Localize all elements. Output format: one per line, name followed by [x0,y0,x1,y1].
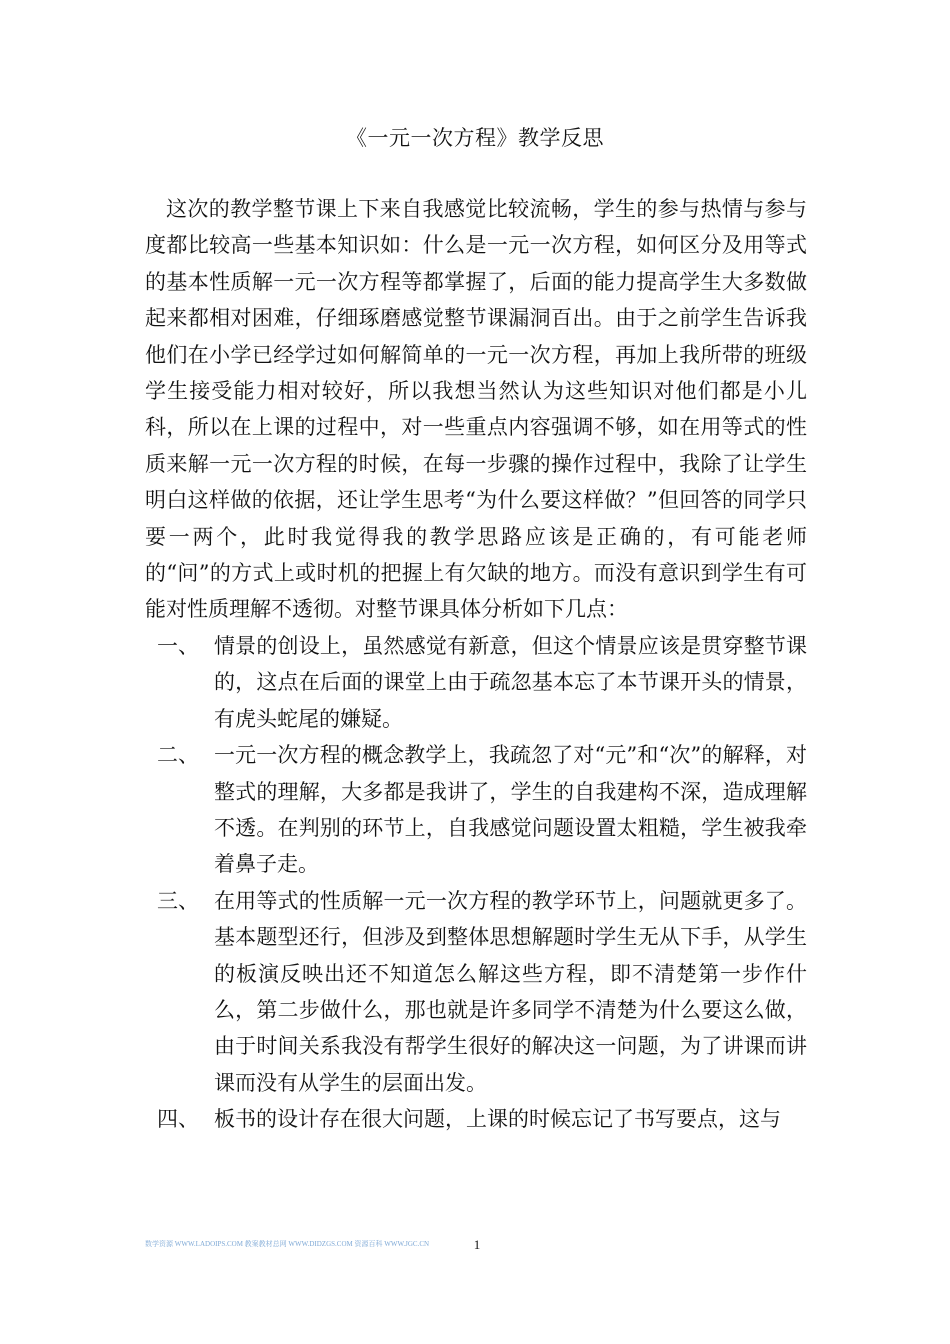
list-item [145,883,807,1101]
list-item-text: 情景的创设上，虽然感觉有新意，但这个情景应该是贯穿整节课的，这点在后面的课堂上由于疏忽基本忘了本节课开头的情景，有虎头蛇尾的嫌疑。 [214,633,807,731]
list-item-text: 一元一次方程的概念教学上，我疏忽了对“元”和“次”的解释，对整式的理解，大多都是我讲了，学生的自我建构不深，造成理解不透。在判别的环节上，自我感觉问题设置太粗糙，学生被我牵着鼻子走。 [214,743,807,877]
list-item-number: 一、 [157,633,199,658]
list-item [145,737,807,883]
page-number: 1 [473,1237,481,1252]
footer-links[interactable]: 数学资源 WWW.LADOIPS.COM 教案教材总网 WWW.DIDZGS.COM 资源百科 WWW.JGC.CN [145,1240,430,1248]
list-item [145,1101,807,1137]
list-item-number: 四、 [157,1107,199,1132]
list-item-text: 在用等式的性质解一元一次方程的教学环节上，问题就更多了。基本题型还行，但涉及到整体思想解题时学生无从下手，从学生的板演反映出还不知道怎么解这些方程，即不清楚第一步作什么，第二步做什么，那也就是许多同学不清楚为什么要这么做，由于时间关系我没有帮学生很好的解决这一问题，为了讲课而讲课而没有从学生的层面出发。 [214,888,807,1095]
list-item-number: 二、 [157,743,199,768]
list-item-number: 三、 [157,888,199,913]
document-title: 《一元一次方程》教学反思 [346,126,604,150]
intro-paragraph: 这次的教学整节课上下来自我感觉比较流畅，学生的参与热情与参与度都比较高一些基本知识如：什么是一元一次方程，如何区分及用等式的基本性质解一元一次方程等都掌握了，后面的能力提高学生大多数做起来都相对困难，仔细琢磨感觉整节课漏洞百出。由于之前学生告诉我他们在小学已经学过如何解简单的一元一次方程，再加上我所带的班级学生接受能力相对较好，所以我想当然认为这些知识对他们都是小儿科，所以在上课的过程中，对一些重点内容强调不够，如在用等式的性质来解一元一次方程的时候，在每一步骤的操作过程中，我除了让学生明白这样做的依据，还让学生思考“为什么要这样做？”但回答的同学只要一两个，此时我觉得我的教学思路应该是正确的，有可能老师的“问”的方式上或时机的把握上有欠缺的地方。而没有意识到学生有可能对性质理解不透彻。对整节课具体分析如下几点： [145,197,807,622]
list-item [145,628,807,737]
document-body [145,191,807,1138]
list-item-text: 板书的设计存在很大问题，上课的时候忘记了书写要点，这与 [214,1107,781,1132]
analysis-list [145,628,807,1138]
